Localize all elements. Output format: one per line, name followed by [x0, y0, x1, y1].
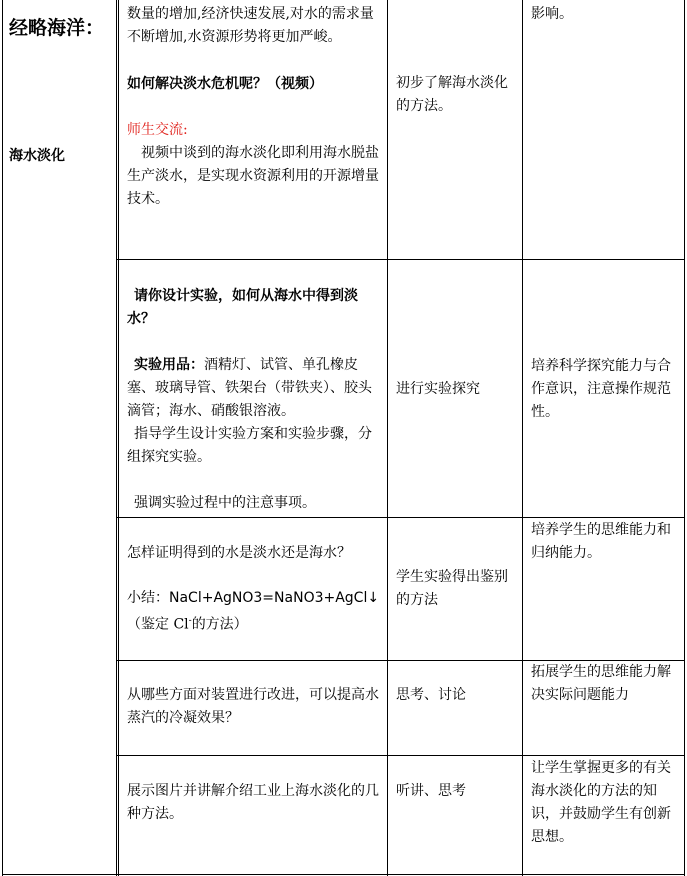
row5-activity: 听讲、思考 — [396, 783, 466, 799]
table-border-left — [2, 0, 3, 876]
row3-method-post: 的方法） — [191, 616, 248, 633]
row4-intent: 拓展学生的思维能力解决实际问题能力 — [531, 664, 671, 703]
row2-content — [127, 285, 381, 515]
row2-guide: 指导学生设计实验方案和实验步骤，分组探究实验。 — [127, 426, 372, 465]
row2-materials-label: 实验用品： — [134, 357, 204, 373]
unit-title: 经略海洋： — [9, 17, 105, 39]
row3-method-sup: - — [188, 616, 192, 626]
row3-summary — [127, 587, 385, 610]
column-divider-1 — [116, 0, 117, 876]
row1-exchange-text: 视频中谈到的海水淡化即利用海水脱盐生产淡水，是实现水资源利用的开源增量技术。 — [127, 145, 379, 207]
row2-question: 请你设计实验，如何从海水中得到淡水？ — [127, 288, 358, 327]
row2-materials — [127, 354, 381, 423]
row1-activity: 初步了解海水淡化的方法。 — [396, 75, 508, 114]
row5-content: 展示图片并讲解介绍工业上海水淡化的几种方法。 — [127, 783, 379, 822]
column-divider-1b — [118, 0, 119, 876]
section-label: 海水淡化 — [9, 148, 65, 164]
row3-activity: 学生实验得出鉴别的方法 — [396, 569, 508, 608]
row1-paragraph: 数量的增加,经济快速发展,对水的需求量不断增加,水资源形势将更加严峻。 — [127, 6, 374, 45]
row3-intent: 培养学生的思维能力和归纳能力。 — [531, 522, 671, 561]
row2-note: 强调实验过程中的注意事项。 — [134, 495, 316, 511]
row-divider-1 — [116, 259, 685, 260]
row-divider-2 — [116, 517, 685, 518]
row2-activity: 进行实验探究 — [396, 381, 480, 397]
row3-summary-label: 小结： — [127, 590, 169, 606]
row1-question: 如何解决淡水危机呢？（视频） — [127, 76, 323, 92]
row1-content — [127, 3, 381, 211]
row3-content — [127, 542, 385, 637]
row1-exchange-label: 师生交流: — [127, 122, 188, 138]
row1-intent: 影响。 — [531, 6, 573, 22]
row4-activity: 思考、讨论 — [396, 687, 466, 703]
column-divider-2 — [387, 0, 388, 876]
row3-method-pre: （鉴定 Cl — [127, 616, 189, 633]
row-divider-4 — [116, 755, 685, 756]
row3-method — [127, 610, 385, 637]
row3-equation: NaCl+AgNO3=NaNO3+AgCl↓ — [169, 590, 380, 606]
table-border-bottom — [2, 874, 685, 875]
row2-materials-list: 酒精灯、试管、单孔橡皮塞、玻璃导管、铁架台（带铁夹）、胶头滴管；海水、硝酸银溶液。 — [127, 357, 372, 419]
row2-intent: 培养科学探究能力与合作意识，注意操作规范性。 — [531, 358, 671, 420]
row4-content: 从哪些方面对装置进行改进，可以提高水蒸汽的冷凝效果？ — [127, 687, 379, 726]
row5-intent: 让学生掌握更多的有关海水淡化的方法的知识，并鼓励学生有创新思想。 — [531, 760, 671, 845]
row3-question: 怎样证明得到的水是淡水还是海水？ — [127, 545, 351, 561]
table-border-right — [684, 0, 685, 876]
column-divider-3 — [522, 0, 523, 876]
